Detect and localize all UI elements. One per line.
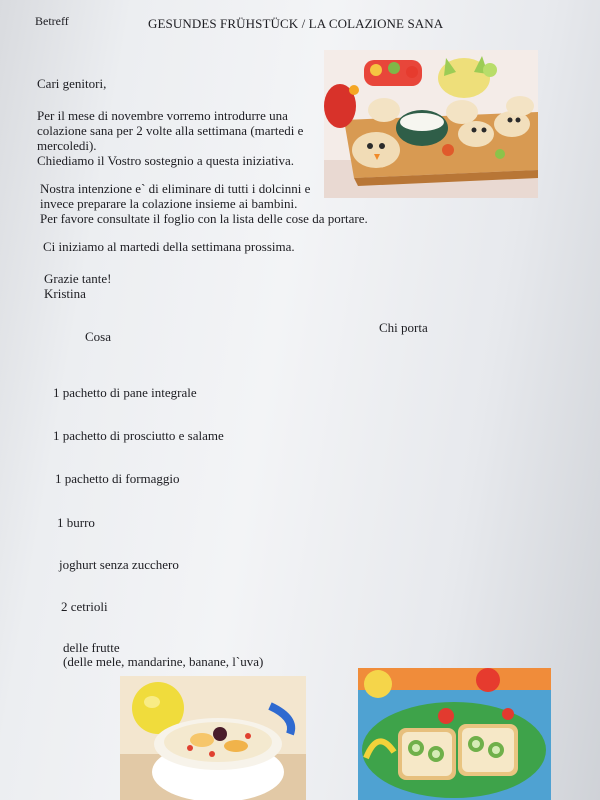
list-item: 1 pachetto di prosciutto e salame	[53, 428, 224, 443]
cucumber-bread-photo	[358, 668, 551, 800]
list-item: 1 pachetto di pane integrale	[53, 385, 197, 400]
closing-thanks: Grazie tante!	[44, 271, 112, 286]
paragraph-start-date: Ci iniziamo al martedi della settimana prossima.	[43, 239, 295, 254]
column-header-who-brings: Chi porta	[379, 320, 428, 335]
paragraph-intro	[37, 108, 303, 168]
column-header-what: Cosa	[85, 329, 111, 344]
paragraph-line: Nostra intenzione e` di eliminare di tutti i dolcinni e	[40, 181, 311, 196]
paragraph-line: Per il mese di novembre vorremo introdurre una	[37, 108, 288, 123]
paragraph-line: Chiediamo il Vostro sostegnio a questa iniziativa.	[37, 153, 294, 168]
paragraph-line: colazione sana per 2 volte alla settimana (martedi e	[37, 123, 304, 138]
paragraph-intention	[40, 181, 368, 226]
list-item: 1 pachetto di formaggio	[55, 471, 180, 486]
list-item: delle frutte	[63, 640, 120, 655]
breakfast-platter-photo	[324, 50, 538, 198]
greeting: Cari genitori,	[37, 76, 107, 91]
closing	[44, 271, 111, 301]
list-item: joghurt senza zucchero	[59, 557, 179, 572]
paragraph-line: invece preparare la colazione insieme ai bambini.	[40, 196, 298, 211]
signature-name: Kristina	[44, 286, 86, 301]
list-item-detail: (delle mele, mandarine, banane, l`uva)	[63, 654, 264, 669]
paragraph-line: Per favore consultate il foglio con la lista delle cose da portare.	[40, 211, 368, 226]
paragraph-line: mercoledi).	[37, 138, 97, 153]
document-title: GESUNDES FRÜHSTÜCK / LA COLAZIONE SANA	[148, 16, 444, 31]
list-item: 2 cetrioli	[61, 599, 108, 614]
fruit-bowl-photo	[120, 676, 306, 800]
list-item: 1 burro	[57, 515, 95, 530]
subject-label: Betreff	[35, 14, 69, 28]
